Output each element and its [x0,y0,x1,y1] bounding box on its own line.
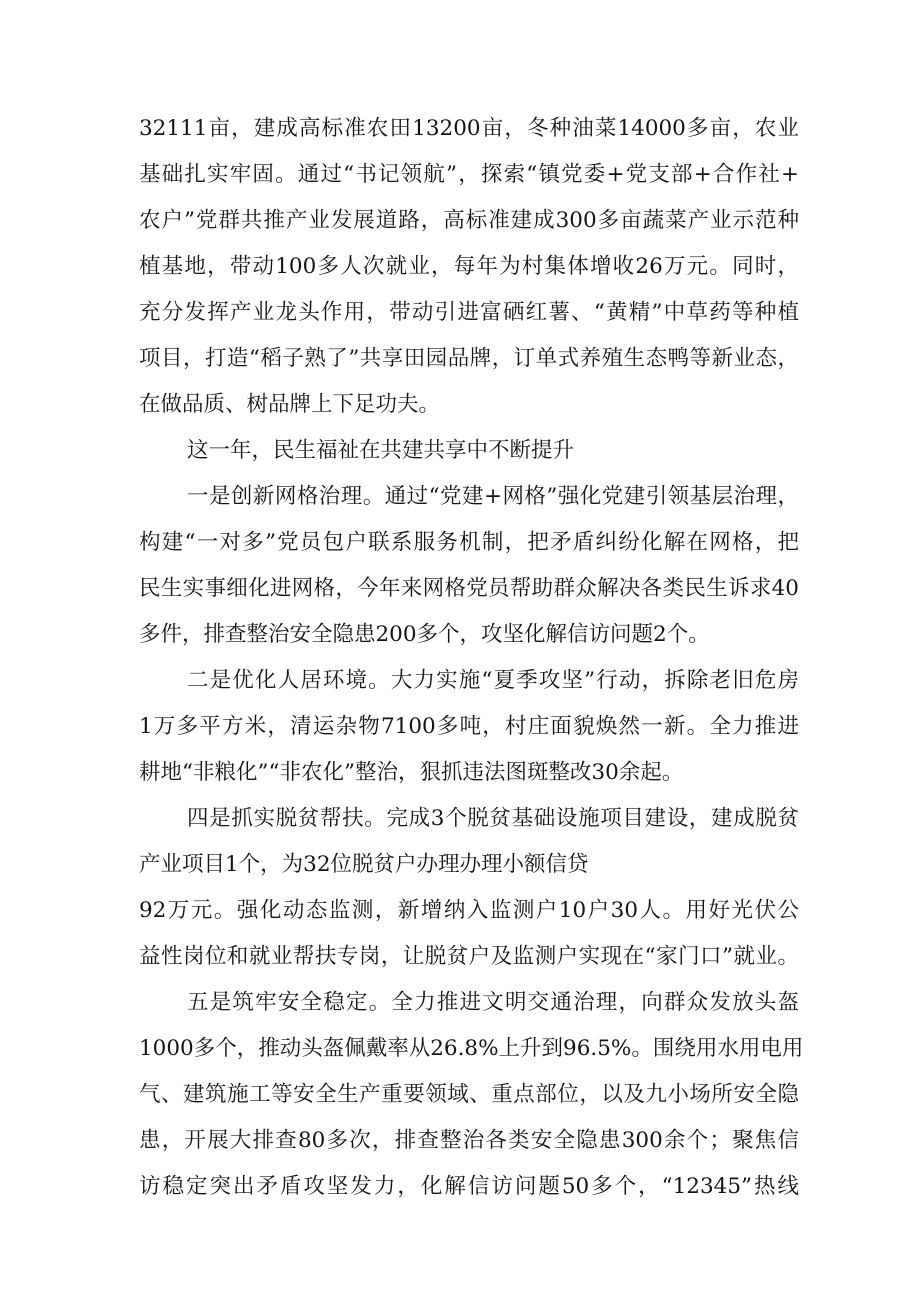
body-line-15: 耕地“非粮化”“非农化”整治，狠抓违法图斑整改30余起。 [139,760,684,785]
body-line-3: 农户”党群共推产业发展道路，高标准建成300多亩蔬菜产业示范种 [139,208,799,233]
section-heading: 这一年，民生福祉在共建共享中不断提升 [187,438,575,463]
body-line-24: 访稳定突出矛盾攻坚发力，化解信访问题50多个，“12345”热线 [139,1174,799,1199]
body-line-13: 二是优化人居环境。大力实施“夏季攻坚”行动，拆除老旧危房 [187,668,799,693]
body-line-23: 患，开展大排查80多次，排查整治各类安全隐患300余个；聚焦信 [139,1128,799,1153]
body-line-22: 气、建筑施工等安全生产重要领域、重点部位，以及九小场所安全隐 [139,1082,799,1107]
body-line-20: 五是筑牢安全稳定。全力推进文明交通治理，向群众发放头盔 [187,990,799,1015]
body-line-12: 多件，排查整治安全隐患200多个，攻坚化解信访问题2个。 [139,622,710,647]
body-line-17: 产业项目1个，为32位脱贫户办理办理小额信贷 [139,852,589,877]
body-line-16: 四是抓实脱贫帮扶。完成3个脱贫基础设施项目建设，建成脱贫 [187,806,799,831]
body-line-2: 基础扎实牢固。通过“书记领航”，探索“镇党委+党支部+合作社+ [139,162,799,187]
body-line-11: 民生实事细化进网格，今年来网格党员帮助群众解决各类民生诉求40 [139,576,799,601]
body-line-9: 一是创新网格治理。通过“党建+网格”强化党建引领基层治理， [187,484,799,509]
body-line-5: 充分发挥产业龙头作用，带动引进富硒红薯、“黄精”中草药等种植 [139,300,799,325]
body-line-18: 92万元。强化动态监测，新增纳入监测户10户30人。用好光伏公 [139,898,799,923]
body-line-1: 32111亩，建成高标准农田13200亩，冬种油菜14000多亩，农业 [139,116,799,141]
body-line-19: 益性岗位和就业帮扶专岗，让脱贫户及监测户实现在“家门口”就业。 [139,944,799,969]
body-line-4: 植基地，带动100多人次就业，每年为村集体增收26万元。同时， [139,254,799,279]
body-line-7: 在做品质、树品牌上下足功夫。 [139,392,441,417]
body-line-6: 项目，打造“稻子熟了”共享田园品牌，订单式养殖生态鸭等新业态， [139,346,799,371]
body-line-10: 构建“一对多”党员包户联系服务机制，把矛盾纠纷化解在网格，把 [139,530,799,555]
body-line-21: 1000多个，推动头盔佩戴率从26.8%上升到96.5%。围绕用水用电用 [139,1036,804,1061]
body-line-14: 1万多平方米，清运杂物7100多吨，村庄面貌焕然一新。全力推进 [139,714,799,739]
